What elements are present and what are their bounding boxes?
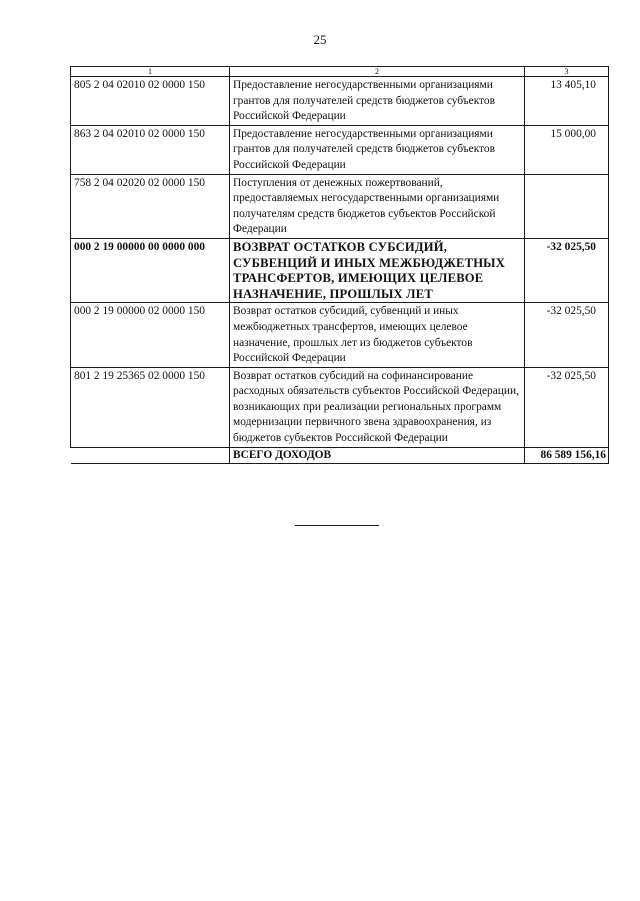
page-number: 25 xyxy=(313,32,327,47)
column-header-3: 3 xyxy=(525,67,609,77)
revenue-amount: 15 000,00 xyxy=(525,125,609,174)
total-label: ВСЕГО ДОХОДОВ xyxy=(230,447,525,464)
revenue-table xyxy=(70,66,609,464)
revenue-amount: -32 025,50 xyxy=(525,238,609,302)
table-row xyxy=(71,125,609,174)
revenue-amount: 13 405,10 xyxy=(525,77,609,126)
end-divider xyxy=(295,525,379,526)
revenue-name: Предоставление негосударственными организациями грантов для получателей средств бюджетов субъектов Российской Федерации xyxy=(230,77,525,126)
budget-code: 758 2 04 02020 02 0000 150 xyxy=(71,174,230,238)
table-row xyxy=(71,367,609,447)
table-row-section xyxy=(71,238,609,302)
column-header-2: 2 xyxy=(230,67,525,77)
revenue-name: ВОЗВРАТ ОСТАТКОВ СУБСИДИЙ, СУБВЕНЦИЙ И ИНЫХ МЕЖБЮДЖЕТНЫХ ТРАНСФЕРТОВ, ИМЕЮЩИХ ЦЕЛЕВОЕ НАЗНАЧЕНИЕ, ПРОШЛЫХ ЛЕТ xyxy=(230,238,525,302)
table-body xyxy=(71,77,609,464)
header-row xyxy=(71,67,609,77)
table-row xyxy=(71,174,609,238)
revenue-amount: -32 025,50 xyxy=(525,367,609,447)
table-row xyxy=(71,77,609,126)
revenue-amount: -32 025,50 xyxy=(525,303,609,367)
total-amount: 86 589 156,16 xyxy=(525,447,609,464)
column-header-1: 1 xyxy=(71,67,230,77)
budget-code: 000 2 19 00000 00 0000 000 xyxy=(71,238,230,302)
budget-code: 863 2 04 02010 02 0000 150 xyxy=(71,125,230,174)
table-header xyxy=(71,67,609,77)
revenue-name: Поступления от денежных пожертвований, предоставляемых негосударственными организациями получателям средств бюджетов субъектов Российской Федерации xyxy=(230,174,525,238)
table-row xyxy=(71,303,609,367)
revenue-name: Возврат остатков субсидий, субвенций и иных межбюджетных трансфертов, имеющих целевое назначение, прошлых лет из бюджетов субъектов Российской Федерации xyxy=(230,303,525,367)
revenue-name: Возврат остатков субсидий на софинансирование расходных обязательств субъектов Российской Федерации, возникающих при реализации региональных программ модернизации первичного звена здравоохранения, из бюджетов субъектов Российской Федерации xyxy=(230,367,525,447)
total-row xyxy=(71,447,609,464)
budget-code: 000 2 19 00000 02 0000 150 xyxy=(71,303,230,367)
revenue-name: Предоставление негосударственными организациями грантов для получателей средств бюджетов субъектов Российской Федерации xyxy=(230,125,525,174)
total-code-cell xyxy=(71,447,230,464)
revenue-amount xyxy=(525,174,609,238)
budget-code: 805 2 04 02010 02 0000 150 xyxy=(71,77,230,126)
budget-code: 801 2 19 25365 02 0000 150 xyxy=(71,367,230,447)
